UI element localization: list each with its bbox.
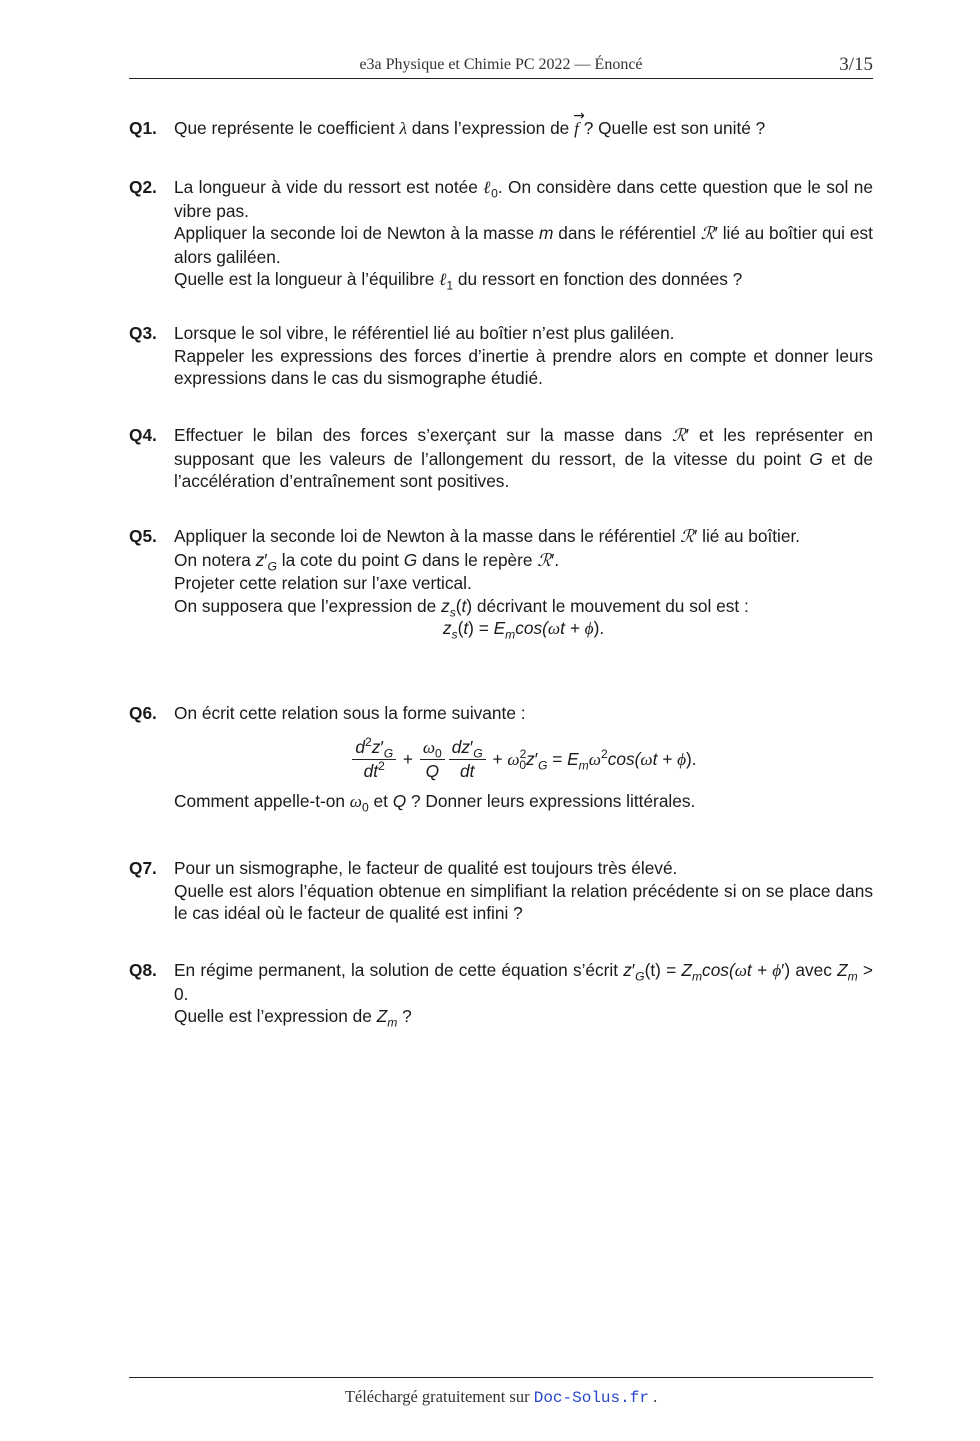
question-7 [129,857,873,925]
fraction-omega0-Q: $\frac{\omega_0}{Q}$ [420,737,445,782]
question-label: Q6. [129,703,157,723]
question-text: Effectuer le bilan des forces s’exerçant sur la masse dans ℛ′ et les représenter en supposant que les valeurs de l’allongement du ressort, de la vitesse du point G et de l’accélération d’entraînement sont positives. [174,425,873,491]
question-label: Q4. [129,425,157,445]
question-text: Pour un sismographe, le facteur de qualité est toujours très élevé. Quelle est alors l’équation obtenue en simplifiant la relation précédente si on se place dans le cas idéal où le facteur de qualité est infini ? [174,858,873,923]
question-text: Que représente le coefficient λ dans l’expression de → f ? Quelle est son unité ? [174,117,873,141]
question-label: Q1. [129,118,157,138]
page-header [129,54,873,79]
question-5 [129,525,873,641]
question-6 [129,702,873,814]
doc-solus-link[interactable]: Doc-Solus.fr [533,1389,649,1407]
vector-f-symbol: → f [574,118,579,141]
question-text: Appliquer la seconde loi de Newton à la masse dans le référentiel ℛ′ lié au boîtier. On notera $z'_G$ la cote du point G dans le repère ℛ′. Projeter cette relation sur l’axe vertical. On supposera que l’expression de $z_s(t)$ décrivant le mouvement du sol est : $z_s(t) = E_m\cos(\omega t + \phi)$. [174,525,873,641]
question-label: Q5. [129,526,157,546]
footer-divider [129,1377,873,1378]
question-2 [129,176,873,292]
question-text: On écrit cette relation sous la forme suivante : $\frac{d^2z'_G}{dt^2}$ + $\frac{\omega_0}{Q}$ $\frac{dz'_G}{dt}$ + $\omega^2_0z'_G = E_m\omega^2\cos(\omega t + \phi)$. Comment appelle-t-on $\omega_0$ et Q ? Donner leurs expressions littérales. [174,702,873,814]
question-4 [129,424,873,493]
question-text: La longueur à vide du ressort est notée ℓ$_0$. On considère dans cette question que le sol ne vibre pas. Appliquer la seconde loi de Newton à la masse m dans le référentiel ℛ′ lié au boîtier qui est alors galiléen. Quelle est la longueur à l’équilibre ℓ$_1$ du ressort en fonction des données ? [174,177,873,293]
footer-text: Téléchargé gratuitement sur [344,1387,534,1406]
fraction-dz: $\frac{dz'_G}{dt}$ [449,737,486,782]
page-footer: Téléchargé gratuitement sur Doc-Solus.fr . [344,1387,658,1407]
question-label: Q2. [129,177,157,197]
question-text: En régime permanent, la solution de cette équation s’écrit $z'_G(t) = Z_m\cos(\omega t + \phi')$ avec $Z_m > 0$. Quelle est l’expression de $Z_m$ ? [174,960,874,1030]
header-title: e3a Physique et Chimie PC 2022 — Énoncé [359,56,643,73]
lambda-symbol: λ [399,119,407,138]
oscillator-equation: $\frac{d^2z'_G}{dt^2}$ + $\frac{\omega_0}{Q}$ $\frac{dz'_G}{dt}$ + $\omega^2_0z'_G = E_m\omega^2\cos(\omega t + \phi)$. [174,737,873,783]
question-label: Q8. [129,960,157,980]
question-8 [129,959,873,1028]
question-label: Q3. [129,323,157,343]
question-text: Lorsque le sol vibre, le référentiel lié au boîtier n’est plus galiléen. Rappeler les expressions des forces d’inertie à prendre alors en compte et donner leurs expressions dans le cas du sismographe étudié. [174,323,873,388]
page-number: 3/15 [839,54,873,75]
question-3 [129,322,873,390]
fraction-d2z: $\frac{d^2z'_G}{dt^2}$ [352,737,396,782]
question-1 [129,117,873,141]
ground-motion-equation: $z_s(t) = E_m\cos(\omega t + \phi)$. [442,618,605,642]
question-label: Q7. [129,858,157,878]
